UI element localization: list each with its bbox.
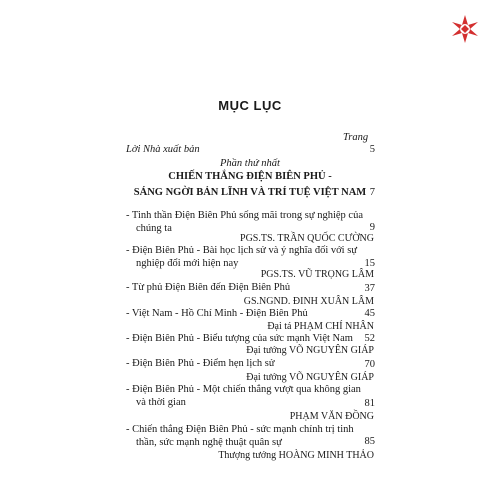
- toc-entry-author: GS.NGND. ĐINH XUÂN LÂM: [243, 296, 374, 307]
- toc-entry-author: Thượng tướng HOÀNG MINH THẢO: [218, 450, 374, 461]
- toc-entry-line1: - Chiến thắng Điện Biên Phủ - sức mạnh chính trị tinh: [126, 424, 354, 435]
- toc-entry-line1: - Điện Biên Phủ - Một chiến thắng vượt qua không gian: [126, 384, 361, 395]
- toc-entry-author: Đại tướng VÕ NGUYÊN GIÁP: [246, 345, 374, 356]
- part-page: 7: [369, 187, 375, 198]
- toc-entry-line1: - Điện Biên Phủ - Điểm hẹn lịch sử: [126, 358, 275, 369]
- toc-entry-line2: nghiệp đổi mới hiện nay: [136, 258, 239, 269]
- toc-entry-author: PGS.TS. VŨ TRỌNG LÂM: [260, 269, 374, 280]
- toc-entry-line1: - Tinh thần Điện Biên Phủ sống mãi trong sự nghiệp của: [126, 210, 363, 221]
- toc-entry-line1: - Điện Biên Phủ - Biểu tượng của sức mạnh Việt Nam: [126, 333, 353, 344]
- part-label: Phần thứ nhất: [220, 158, 280, 169]
- toc-entry-line2: thần, sức mạnh nghệ thuật quân sự: [136, 437, 282, 448]
- toc-entry-page: 45: [364, 308, 375, 319]
- toc-entry-page: 52: [364, 333, 375, 344]
- page-title: MỤC LỤC: [218, 98, 282, 113]
- toc-entry-author: Đại tá PHẠM CHÍ NHÂN: [267, 321, 374, 332]
- toc-entry-author: PGS.TS. TRẦN QUỐC CƯỜNG: [240, 233, 374, 244]
- part-title-line2: SÁNG NGỜI BẢN LĨNH VÀ TRÍ TUỆ VIỆT NAM: [133, 187, 367, 198]
- foreword-title: Lời Nhà xuất bản: [126, 144, 200, 155]
- toc-entry-line2: chúng ta: [136, 223, 172, 234]
- toc-entry-page: 15: [364, 258, 375, 269]
- foreword-page: 5: [369, 144, 375, 155]
- toc-entry-page: 37: [364, 283, 375, 294]
- toc-entry-page: 70: [364, 359, 375, 370]
- publisher-logo-icon: [450, 14, 480, 44]
- toc-entry-line2: và thời gian: [136, 397, 186, 408]
- toc-entry-author: Đại tướng VÕ NGUYÊN GIÁP: [246, 372, 374, 383]
- toc-entry-page: 81: [364, 398, 375, 409]
- toc-entry-page: 85: [364, 436, 375, 447]
- toc-entry-line1: - Từ phủ Điện Biên đến Điện Biên Phủ: [126, 282, 291, 293]
- toc-entry-page: 9: [369, 222, 375, 233]
- toc-entry-author: PHẠM VĂN ĐỒNG: [289, 411, 374, 422]
- part-title-line1: CHIẾN THẮNG ĐIỆN BIÊN PHỦ -: [168, 171, 332, 182]
- toc-entry-line1: - Điện Biên Phủ - Bài học lịch sử và ý nghĩa đối với sự: [126, 245, 357, 256]
- toc-entry-line1: - Việt Nam - Hồ Chí Minh - Điện Biên Phủ: [126, 308, 308, 319]
- page-column-header: Trang: [343, 132, 369, 143]
